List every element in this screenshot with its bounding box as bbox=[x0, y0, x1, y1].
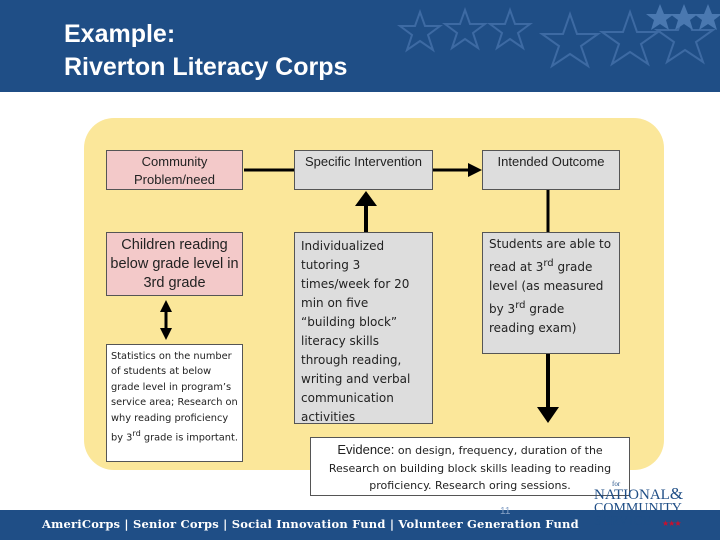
footer-programs: AmeriCorps | Senior Corps | Social Innovation Fund | Volunteer Generation Fund bbox=[42, 517, 579, 531]
logo-for: for bbox=[612, 480, 621, 488]
outcome-number-2: 3 bbox=[507, 302, 516, 316]
intervention-box: Individualized tutoring 3 times/week for 20 min on five “building block” literacy skills through reading, writing and verbal communication activities bbox=[294, 232, 433, 424]
outcome-suffix-1: rd bbox=[543, 258, 554, 269]
statistics-ordinal-suffix: rd bbox=[132, 428, 141, 439]
page-number: 11 bbox=[500, 506, 511, 517]
statistics-ordinal-number: 3 bbox=[126, 432, 133, 444]
title-line-2: Riverton Literacy Corps bbox=[64, 53, 348, 81]
logo-line-2: COMMUNITY bbox=[594, 501, 682, 516]
logo-line-3: SERVICE bbox=[594, 514, 652, 529]
outcome-number-1: 3 bbox=[535, 260, 544, 274]
logo-ampersand: & bbox=[669, 484, 684, 503]
outcome-text-1: Students are able to read at bbox=[489, 237, 612, 274]
outcome-text-2: grade level (as measured by bbox=[489, 260, 604, 316]
outcome-text-3: grade reading exam) bbox=[489, 302, 577, 335]
double-arrow-up-head bbox=[160, 300, 172, 312]
statistics-text-end: grade is important. bbox=[140, 432, 238, 444]
double-arrow-down-head bbox=[160, 328, 172, 340]
outcome-box bbox=[482, 232, 620, 354]
title-line-1: Example: bbox=[64, 20, 176, 48]
cncs-logo bbox=[590, 482, 715, 532]
evidence-text: on design, frequency, duration of the Research on building block skills leading to reading proficiency. Research oring sessions. bbox=[328, 444, 612, 492]
header-intervention: Specific Intervention bbox=[294, 150, 433, 190]
statistics-text: Statistics on the number of students at below grade level in program’s service area; Research on why reading proficiency by bbox=[111, 351, 238, 444]
logo-national: NATIONAL bbox=[594, 487, 670, 503]
statistics-box bbox=[106, 344, 243, 462]
outcome-arrowhead bbox=[468, 163, 482, 177]
evidence-label: Evidence: bbox=[337, 442, 395, 457]
problem-box: Children reading below grade level in 3rd grade bbox=[106, 232, 243, 296]
header-problem: Community Problem/need bbox=[106, 150, 243, 190]
logo-stars-icon: ★★★ bbox=[662, 519, 681, 528]
outcome-suffix-2: rd bbox=[515, 300, 526, 311]
intervention-up-arrowhead bbox=[355, 191, 377, 206]
evidence-down-arrowhead bbox=[537, 407, 559, 423]
header-outcome: Intended Outcome bbox=[482, 150, 620, 190]
evidence-box bbox=[310, 437, 630, 496]
